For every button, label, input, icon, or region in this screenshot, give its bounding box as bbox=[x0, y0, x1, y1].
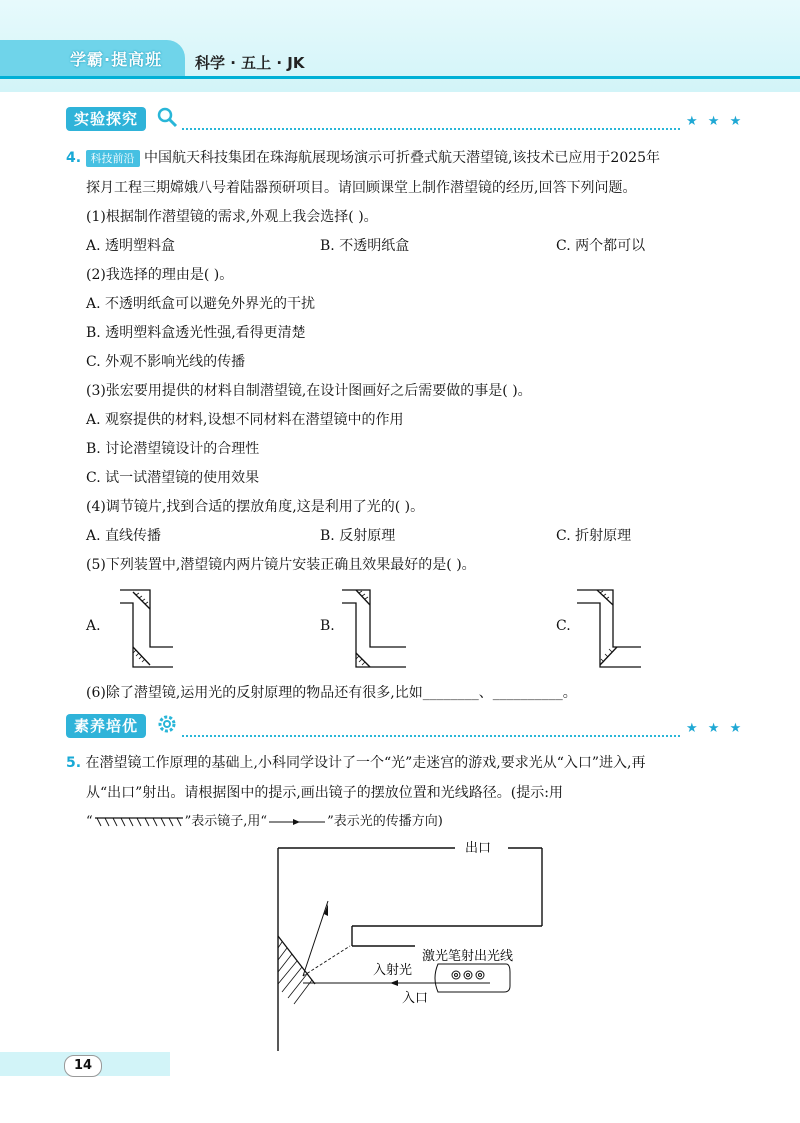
periscope-diagram-c bbox=[575, 585, 655, 675]
gear-icon bbox=[156, 713, 178, 735]
subquestion-1: (1)根据制作潜望镜的需求,外观上我会选择( )。 bbox=[86, 209, 378, 225]
mirror-symbol-icon bbox=[93, 816, 185, 828]
diagram-label-b: B. bbox=[320, 618, 335, 634]
subquestion-2: (2)我选择的理由是( )。 bbox=[86, 267, 234, 283]
question-number: 4. bbox=[66, 150, 82, 166]
incident-label: 入射光 bbox=[373, 963, 413, 978]
periscope-diagram-a bbox=[105, 585, 185, 675]
diagram-label-c: C. bbox=[556, 618, 571, 634]
brand-title: 学霸·提高班 bbox=[70, 50, 163, 69]
question-number-5: 5. bbox=[66, 755, 82, 771]
difficulty-stars-2: ★ ★ ★ bbox=[686, 721, 745, 736]
q5-line1: 在潜望镜工作原理的基础上,小科同学设计了一个“光”走迷宫的游戏,要求光从“入口”进入,再 bbox=[85, 755, 646, 771]
difficulty-stars: ★ ★ ★ bbox=[686, 114, 745, 129]
question-intro-line2: 探月工程三期嫦娥八号着陆器预研项目。请回顾课堂上制作潜望镜的经历,回答下列问题。 bbox=[86, 180, 637, 196]
frontier-tag: 科技前沿 bbox=[86, 150, 140, 167]
option-4a: A. 直线传播 bbox=[86, 528, 162, 544]
option-3b: B. 讨论潜望镜设计的合理性 bbox=[86, 441, 260, 457]
option-1a: A. 透明塑料盒 bbox=[86, 238, 176, 254]
magnifier-icon bbox=[156, 106, 178, 128]
q5-hint-open: “ bbox=[86, 814, 93, 829]
page-number: 14 bbox=[64, 1055, 102, 1077]
option-4c: C. 折射原理 bbox=[556, 528, 632, 544]
section-experiment-label: 实验探究 bbox=[66, 107, 146, 131]
question-intro-line1: 中国航天科技集团在珠海航展现场演示可折叠式航天潜望镜,该技术已应用于2025年 bbox=[143, 150, 661, 166]
option-1c: C. 两个都可以 bbox=[556, 238, 646, 254]
subquestion-5: (5)下列装置中,潜望镜内两片镜片安装正确且效果最好的是( )。 bbox=[86, 557, 476, 573]
section-divider bbox=[182, 128, 680, 130]
periscope-diagram-b bbox=[340, 585, 420, 675]
section-quality-label: 素养培优 bbox=[66, 714, 146, 738]
option-2c: C. 外观不影响光线的传播 bbox=[86, 354, 246, 370]
subquestion-6: (6)除了潜望镜,运用光的反射原理的物品还有很多,比如________、__________。 bbox=[86, 685, 577, 701]
header-rule bbox=[0, 76, 800, 79]
option-2a: A. 不透明纸盒可以避免外界光的干扰 bbox=[86, 296, 316, 312]
q5-hint-mid: ”表示镜子,用“ bbox=[184, 814, 268, 829]
option-3c: C. 试一试潜望镜的使用效果 bbox=[86, 470, 260, 486]
subquestion-3: (3)张宏要用提供的材料自制潜望镜,在设计图画好之后需要做的事是( )。 bbox=[86, 383, 532, 399]
option-4b: B. 反射原理 bbox=[320, 528, 396, 544]
light-arrow-symbol-icon bbox=[267, 817, 327, 827]
q5-line2: 从“出口”射出。请根据图中的提示,画出镜子的摆放位置和光线路径。(提示:用 bbox=[86, 785, 563, 801]
light-maze-diagram bbox=[270, 836, 560, 1056]
subject-label: 科学 · 五上 · JK bbox=[195, 54, 305, 72]
laser-label: 激光笔射出光线 bbox=[422, 949, 514, 964]
option-3a: A. 观察提供的材料,设想不同材料在潜望镜中的作用 bbox=[86, 412, 404, 428]
section-divider-2 bbox=[182, 735, 680, 737]
subquestion-4: (4)调节镜片,找到合适的摆放角度,这是利用了光的( )。 bbox=[86, 499, 425, 515]
q5-hint-end: ”表示光的传播方向) bbox=[327, 814, 443, 829]
exit-label: 出口 bbox=[465, 841, 492, 856]
entry-label: 入口 bbox=[402, 991, 429, 1006]
option-1b: B. 不透明纸盒 bbox=[320, 238, 410, 254]
diagram-label-a: A. bbox=[86, 618, 101, 634]
option-2b: B. 透明塑料盒透光性强,看得更清楚 bbox=[86, 325, 306, 341]
